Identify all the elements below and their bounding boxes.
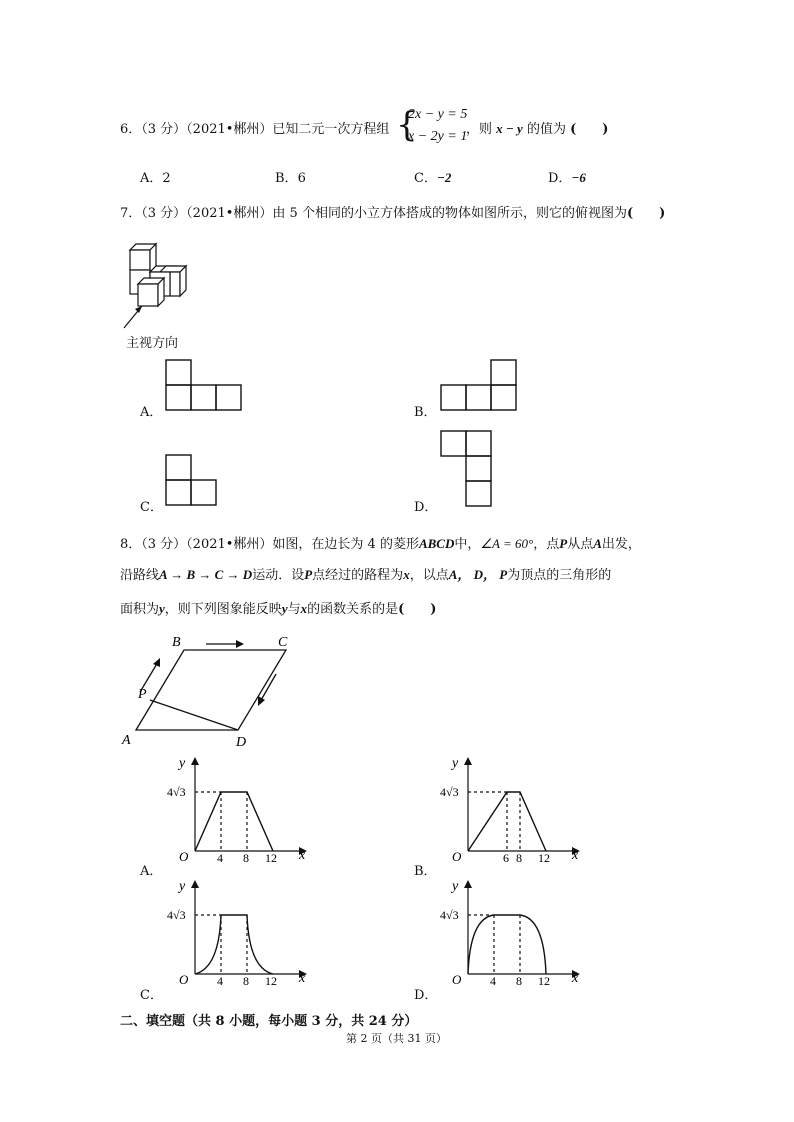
page-footer: 第 2 页（共 31 页） <box>346 1032 447 1045</box>
graph-d-tick: 8 <box>516 974 522 988</box>
q6-option-a <box>140 167 171 186</box>
q8-graph-a-label: A． <box>140 864 163 879</box>
option-value: 6 <box>297 171 306 186</box>
q8-graph-c-label: C． <box>140 988 163 1003</box>
q8-text: ，以点 <box>409 568 449 583</box>
q8-text: ，则下列图象能反映 <box>164 602 282 617</box>
graph-c-yval: 4√3 <box>167 908 186 922</box>
q6-eq1: 2x − y = 5 <box>408 107 468 122</box>
q8-graph-d <box>438 878 588 988</box>
q6-option-d <box>548 167 586 186</box>
graph-a-yval: 4√3 <box>167 785 186 799</box>
q8-text: 8．（3 分）（2021•郴州）如图，在边长为 4 的菱形 <box>120 537 419 552</box>
graph-b-tick: 12 <box>538 851 550 865</box>
q6-option-c <box>414 167 451 186</box>
q7-text: 7．（3 分）（2021•郴州）由 5 个相同的小立方体搭成的物体如图所示，则它的俯视图为 <box>120 206 627 221</box>
q8-line1 <box>120 533 641 552</box>
q8-text: 的函数关系的是 <box>307 602 399 617</box>
graph-c-xlabel: x <box>299 971 306 986</box>
graph-b-origin: O <box>452 849 462 864</box>
option-label: A． <box>140 171 163 186</box>
graph-d-tick: 12 <box>538 974 550 988</box>
rhombus-label-a: A <box>122 733 131 748</box>
q8-route: A → B → C → D <box>159 567 253 582</box>
q7-stem <box>120 202 665 221</box>
section-heading: 二、填空题（共 8 小题，每小题 3 分，共 24 分） <box>120 1014 418 1029</box>
option-value: 2 <box>162 171 171 186</box>
graph-a-origin: O <box>179 849 189 864</box>
q7-cube-figure <box>118 238 198 336</box>
q8-graph-a <box>165 755 315 865</box>
q6-suffix: 的值为 <box>526 122 566 137</box>
q7-option-a-label: A． <box>140 405 163 420</box>
option-label: B． <box>275 171 298 186</box>
graph-c-tick: 4 <box>217 974 223 988</box>
q8-graph-c <box>165 878 315 988</box>
q7-figure-caption: 主视方向 <box>126 336 179 351</box>
graph-a-tick: 8 <box>243 851 249 865</box>
graph-a-ylabel: y <box>179 756 186 771</box>
graph-b-tick: 6 <box>503 851 509 865</box>
rhombus-label-b: B <box>172 635 181 650</box>
graph-c-tick: 8 <box>243 974 249 988</box>
q8-rhombus-figure <box>118 630 308 750</box>
q8-paren: ( ) <box>398 602 437 617</box>
q8-x: x <box>403 567 410 582</box>
q8-text: 点经过的路程为 <box>312 568 404 583</box>
graph-d-tick: 4 <box>490 974 496 988</box>
q7-option-d-label: D． <box>414 500 438 515</box>
q7-option-c-grid <box>165 454 221 508</box>
q6-tail <box>466 118 608 137</box>
q6-mid: ，则 <box>466 122 493 137</box>
graph-d-yval: 4√3 <box>440 908 459 922</box>
q8-graph-b <box>438 755 588 865</box>
graph-c-origin: O <box>179 972 189 987</box>
graph-d-ylabel: y <box>452 879 459 894</box>
q8-text: 沿路线 <box>120 568 160 583</box>
graph-b-tick: 8 <box>516 851 522 865</box>
graph-a-tick: 4 <box>217 851 223 865</box>
q8-text: 从点 <box>567 537 594 552</box>
q7-option-c-label: C． <box>140 500 163 515</box>
q8-graph-d-label: D． <box>414 988 438 1003</box>
q8-a: A <box>593 536 602 551</box>
q6-eq2: x − 2y = 1 <box>408 129 468 144</box>
graph-a-tick: 12 <box>265 851 277 865</box>
graph-c-tick: 12 <box>265 974 277 988</box>
q7-option-b-grid <box>440 359 520 413</box>
graph-b-yval: 4√3 <box>440 785 459 799</box>
q7-paren: ( ) <box>626 206 666 221</box>
rhombus-label-d: D <box>236 735 247 750</box>
q8-p: P <box>559 536 568 551</box>
q8-graph-b-label: B． <box>414 864 437 879</box>
q8-y: y <box>281 601 288 616</box>
q8-y: y <box>159 601 165 616</box>
graph-b-ylabel: y <box>452 756 459 771</box>
q8-text: 与 <box>287 602 301 617</box>
q6-paren: ( ) <box>570 122 609 137</box>
option-label: C． <box>414 171 437 186</box>
q8-text: 面积为 <box>120 602 160 617</box>
q6-brace: { <box>396 105 418 145</box>
q6-expr: x − y <box>496 121 523 136</box>
graph-a-xlabel: x <box>299 848 306 863</box>
q7-option-b-label: B． <box>414 405 437 420</box>
q8-text: 中， <box>454 537 481 552</box>
q8-text: 为顶点的三角形的 <box>507 568 612 583</box>
q7-option-d-grid <box>440 430 496 510</box>
q7-option-a-grid <box>165 359 245 413</box>
graph-d-xlabel: x <box>572 971 579 986</box>
q8-line2 <box>120 564 611 583</box>
graph-c-ylabel: y <box>179 879 186 894</box>
q8-x: x <box>300 601 308 616</box>
option-value: −6 <box>571 170 586 185</box>
q8-text: ，点 <box>533 537 560 552</box>
graph-d-origin: O <box>452 972 462 987</box>
q6-option-b <box>275 167 306 186</box>
graph-b-xlabel: x <box>572 848 579 863</box>
option-label: D． <box>548 171 572 186</box>
q8-abcd: ABCD <box>418 536 455 551</box>
q8-text: 出发， <box>601 537 641 552</box>
q6-prefix: 6．（3 分）（2021•郴州）已知二元一次方程组 <box>120 122 390 137</box>
rhombus-label-p: P <box>138 687 147 702</box>
q8-line3 <box>120 598 436 617</box>
q6-stem <box>120 118 389 137</box>
q8-text: 运动．设 <box>252 568 305 583</box>
option-value: −2 <box>436 170 452 185</box>
q8-angle: ∠A = 60° <box>480 536 534 551</box>
q8-points: A， D， P <box>448 567 508 582</box>
rhombus-label-c: C <box>278 635 288 650</box>
q8-p: P <box>304 567 313 582</box>
